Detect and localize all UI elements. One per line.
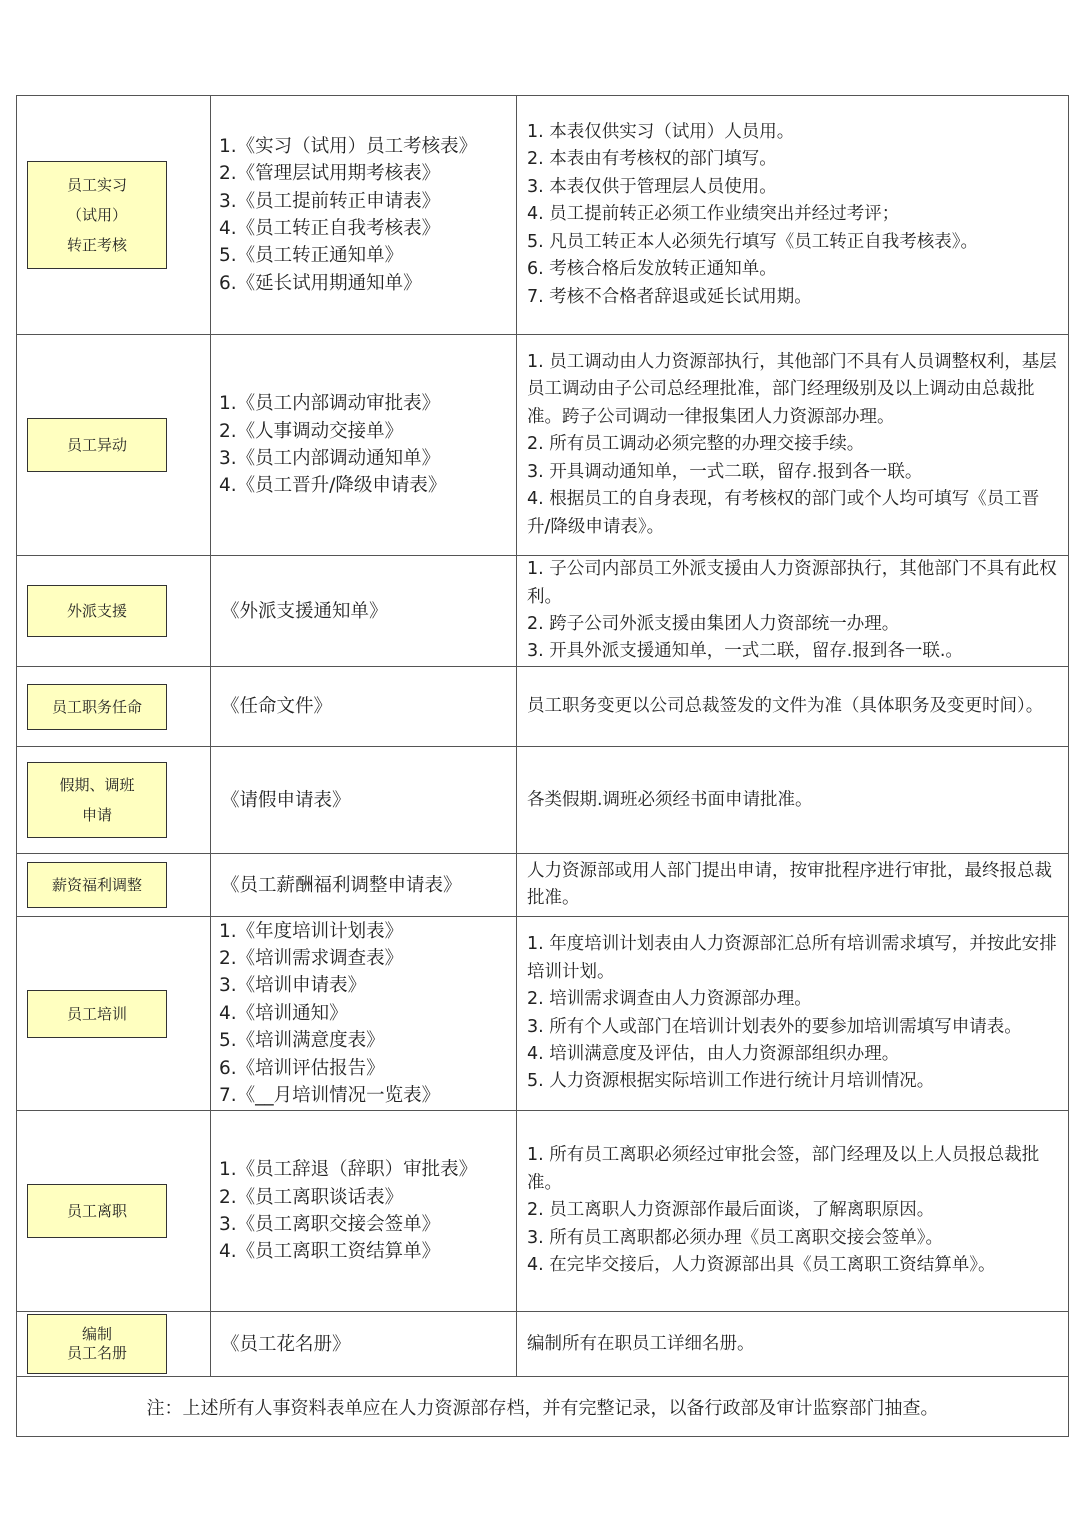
form-item: 4.《员工晋升/降级申请表》	[219, 475, 447, 497]
note-item: 1. 员工调动由人力资源部执行，其他部门不具有人员调整权利，基层员工调动由子公司总经理批准，部门经理级别及以上调动由总裁批准。跨子公司调动一律报集团人力资源部办理。	[527, 352, 1057, 427]
category-label: 薪资福利调整	[51, 876, 142, 894]
forms-list	[211, 1156, 516, 1266]
table-row	[17, 335, 1069, 556]
note-item: 3. 所有个人或部门在培训计划表外的要参加培训需填写申请表。	[527, 1016, 1022, 1037]
table-row	[17, 747, 1069, 854]
form-item: 4.《培训通知》	[219, 1002, 348, 1024]
form-item: 4.《员工转正自我考核表》	[219, 218, 441, 239]
note-item: 5. 凡员工转正本人必须先行填写《员工转正自我考核表》。	[527, 231, 979, 252]
note-item: 3. 所有员工离职都必须办理《员工离职交接会签单》。	[527, 1227, 944, 1248]
note-item: 3. 开具外派支援通知单，一式二联，留存.报到各一联.。	[527, 641, 963, 662]
table-row	[17, 96, 1069, 335]
notes-cell	[517, 335, 1069, 556]
form-item: 5.《培训满意度表》	[219, 1030, 385, 1052]
notes-list	[517, 931, 1068, 1095]
notes-list	[517, 1142, 1068, 1279]
category-label: 员工职务任命	[51, 697, 142, 716]
footnote-row	[17, 1377, 1069, 1437]
form-item: 6.《培训评估报告》	[219, 1057, 385, 1079]
category-cell	[17, 917, 211, 1111]
category-label: 员工名册	[66, 1344, 127, 1362]
notes-list	[517, 556, 1068, 666]
notes-cell	[517, 854, 1069, 917]
form-item: 2.《员工离职谈话表》	[219, 1186, 404, 1208]
form-item: 《员工花名册》	[221, 1333, 351, 1355]
note-item: 4. 培训满意度及评估，由人力资源部组织办理。	[527, 1043, 900, 1064]
note-item: 5. 人力资源根据实际培训工作进行统计月培训情况。	[527, 1071, 935, 1092]
forms-cell	[211, 335, 517, 556]
category-cell	[17, 667, 211, 747]
note-item: 3. 开具调动通知单，一式二联，留存.报到各一联。	[527, 461, 923, 482]
note-item: 2. 培训需求调查由人力资源部办理。	[527, 989, 812, 1010]
category-label: 假期、调班	[59, 776, 135, 794]
notes-cell	[517, 556, 1069, 667]
note-item: 2. 跨子公司外派支援由集团人力资部统一办理。	[527, 614, 900, 634]
form-item: 3.《培训申请表》	[219, 975, 367, 997]
table-row	[17, 556, 1069, 667]
category-label-box	[27, 1184, 167, 1238]
form-item: 《任命文件》	[221, 696, 333, 717]
note-item: 2. 所有员工调动必须完整的办理交接手续。	[527, 434, 865, 455]
note-item: 4. 员工提前转正必须工作业绩突出并经过考评；	[527, 204, 900, 225]
category-label: （试用）	[66, 206, 127, 224]
notes-cell	[517, 747, 1069, 854]
table-row	[17, 854, 1069, 917]
notes-list	[517, 349, 1068, 541]
note-item: 1. 本表仅供实习（试用）人员用。	[527, 122, 795, 143]
category-label: 员工实习	[66, 176, 127, 194]
category-cell	[17, 96, 211, 335]
form-item: 1.《员工辞退（辞职）审批表》	[219, 1159, 478, 1181]
note-item: 2. 员工离职人力资源部作最后面谈，了解离职原因。	[527, 1200, 935, 1221]
note-item: 6. 考核合格后发放转正通知单。	[527, 259, 777, 280]
form-item: 5.《员工转正通知单》	[219, 245, 404, 267]
note-item: 编制所有在职员工详细名册。	[527, 1333, 755, 1354]
note-item: 2. 本表由有考核权的部门填写。	[527, 149, 777, 170]
category-cell	[17, 335, 211, 556]
category-label: 外派支援	[66, 602, 127, 620]
category-cell	[17, 1111, 211, 1312]
table-row	[17, 917, 1069, 1111]
forms-list	[211, 390, 516, 500]
form-item: 6.《延长试用期通知单》	[219, 272, 422, 294]
forms-list	[211, 918, 516, 1110]
form-item: 3.《员工离职交接会签单》	[219, 1214, 441, 1235]
category-cell	[17, 854, 211, 917]
form-item: 《员工薪酬福利调整申请表》	[221, 874, 462, 896]
form-item: 1.《实习（试用）员工考核表》	[219, 135, 478, 157]
form-item: 1.《员工内部调动审批表》	[219, 393, 441, 415]
category-label-box	[27, 161, 167, 269]
forms-cell	[211, 917, 517, 1111]
forms-cell	[211, 854, 517, 917]
forms-cell	[211, 1111, 517, 1312]
note-item: 各类假期.调班必须经书面申请批准。	[527, 789, 813, 810]
category-label-box	[27, 418, 167, 472]
note-item: 1. 子公司内部员工外派支援由人力资源部执行，其他部门不具有此权利。	[527, 559, 1057, 607]
notes-cell	[517, 96, 1069, 335]
note-item: 人力资源部或用人部门提出申请，按审批程序进行审批，最终报总裁批准。	[527, 861, 1052, 908]
footnote: 注：上述所有人事资料表单应在人力资源部存档，并有完整记录，以备行政部及审计监察部门抽查。	[17, 1377, 1069, 1437]
category-label: 转正考核	[66, 236, 127, 254]
category-label: 员工培训	[66, 1004, 127, 1023]
category-label: 员工离职	[66, 1202, 127, 1220]
note-item: 4. 在完毕交接后，人力资源部出具《员工离职工资结算单》。	[527, 1255, 996, 1276]
form-item: 《请假申请表》	[221, 789, 351, 811]
forms-cell	[211, 556, 517, 667]
form-item: 7.《__月培训情况一览表》	[219, 1085, 441, 1107]
note-item: 3. 本表仅供于管理层人员使用。	[527, 176, 777, 197]
notes-list	[517, 119, 1068, 311]
category-label-box	[27, 684, 167, 730]
forms-cell	[211, 747, 517, 854]
note-item: 1. 所有员工离职必须经过审批会签，部门经理及以上人员报总裁批准。	[527, 1145, 1040, 1193]
form-item: 2.《人事调动交接单》	[219, 420, 404, 442]
form-item: 3.《员工提前转正申请表》	[219, 190, 441, 212]
form-item: 3.《员工内部调动通知单》	[219, 448, 441, 469]
category-label-box	[27, 585, 167, 637]
form-item: 2.《管理层试用期考核表》	[219, 163, 441, 185]
category-cell	[17, 556, 211, 667]
forms-list	[211, 133, 516, 297]
notes-cell	[517, 1312, 1069, 1377]
forms-cell	[211, 667, 517, 747]
table-row	[17, 1111, 1069, 1312]
forms-cell	[211, 96, 517, 335]
form-item: 4.《员工离职工资结算单》	[219, 1241, 441, 1263]
category-label: 申请	[81, 806, 112, 824]
category-label-box	[27, 762, 167, 838]
note-item: 1. 年度培训计划表由人力资源部汇总所有培训需求填写，并按此安排培训计划。	[527, 934, 1057, 982]
notes-cell	[517, 667, 1069, 747]
category-label: 编制	[81, 1325, 112, 1343]
table-row	[17, 667, 1069, 747]
hr-forms-table	[16, 95, 1069, 1437]
table-row	[17, 1312, 1069, 1377]
forms-cell	[211, 1312, 517, 1377]
category-label-box	[27, 990, 167, 1038]
note-item: 员工职务变更以公司总裁签发的文件为准（具体职务及变更时间）。	[527, 696, 1044, 716]
form-item: 2.《培训需求调查表》	[219, 947, 404, 969]
notes-cell	[517, 917, 1069, 1111]
category-label: 员工异动	[66, 436, 127, 454]
category-label-box	[27, 1314, 167, 1374]
category-cell	[17, 747, 211, 854]
form-item: 1.《年度培训计划表》	[219, 920, 404, 942]
note-item: 4. 根据员工的自身表现，有考核权的部门或个人均可填写《员工晋升/降级申请表》。	[527, 489, 1040, 537]
category-label-box	[27, 862, 167, 908]
form-item: 《外派支援通知单》	[221, 600, 388, 622]
category-cell	[17, 1312, 211, 1377]
notes-cell	[517, 1111, 1069, 1312]
note-item: 7. 考核不合格者辞退或延长试用期。	[527, 286, 812, 307]
